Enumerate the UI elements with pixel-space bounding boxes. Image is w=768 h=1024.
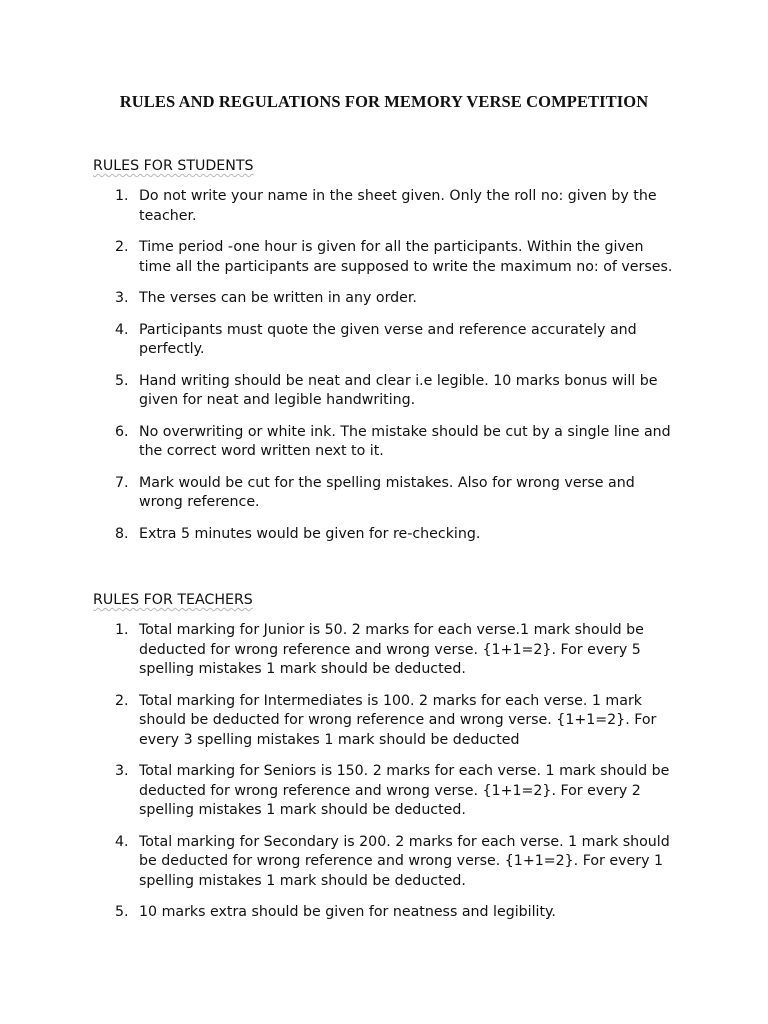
rule-number: 4.	[115, 321, 129, 338]
rule-text: Total marking for Junior is 50. 2 marks for each verse.1 mark should be deducted for wrong reference and wrong verse. {1+1=2}. For every 5 spelling mistakes 1 mark should be deducted.	[139, 622, 644, 677]
rule-text: Time period -one hour is given for all the participants. Within the given time all the participants are supposed to write the maximum no: of verses.	[139, 239, 673, 275]
students-section	[93, 158, 693, 556]
teachers-section	[93, 592, 693, 935]
rule-number: 1.	[115, 622, 129, 638]
student-rule-4	[93, 321, 679, 360]
rule-text: The verses can be written in any order.	[139, 290, 417, 306]
rule-text: 10 marks extra should be given for neatness and legibility.	[139, 904, 556, 920]
teacher-rule-1	[93, 621, 679, 680]
rule-text: No overwriting or white ink. The mistake should be cut by a single line and the correct word written next to it.	[139, 423, 671, 459]
rule-text: Hand writing should be neat and clear i.e legible. 10 marks bonus will be given for neat and legible handwriting.	[139, 372, 658, 408]
rule-number: 7.	[115, 474, 129, 491]
teachers-rule-list	[93, 621, 693, 923]
rule-number: 2.	[115, 692, 129, 709]
teacher-rule-3	[93, 762, 679, 821]
rule-number: 2.	[115, 239, 129, 255]
rule-text: Total marking for Secondary is 200. 2 marks for each verse. 1 mark should be deducted for wrong reference and wrong verse. {1+1=2}. For every 1 spelling mistakes 1 mark should be deducted.	[139, 833, 670, 889]
teacher-rule-4	[93, 833, 679, 892]
rule-number: 8.	[115, 525, 129, 542]
rule-text: Extra 5 minutes would be given for re-checking.	[139, 525, 481, 542]
teacher-rule-2	[93, 692, 679, 751]
student-rule-7	[93, 474, 679, 513]
rule-number: 3.	[115, 290, 129, 306]
students-rule-list	[93, 187, 693, 544]
student-rule-3	[93, 289, 679, 309]
teacher-rule-5	[93, 903, 679, 923]
rule-text: Participants must quote the given verse and reference accurately and perfectly.	[139, 321, 637, 357]
student-rule-8	[93, 525, 679, 545]
teachers-heading: RULES FOR TEACHERS	[93, 592, 253, 608]
rule-number: 5.	[115, 904, 129, 920]
rule-number: 5.	[115, 372, 129, 389]
student-rule-1	[93, 187, 679, 226]
rule-number: 6.	[115, 423, 129, 440]
student-rule-5	[93, 372, 679, 411]
student-rule-2	[93, 238, 679, 277]
students-heading: RULES FOR STUDENTS	[93, 158, 254, 174]
rule-text: Mark would be cut for the spelling mistakes. Also for wrong verse and wrong reference.	[139, 474, 635, 510]
rule-number: 3.	[115, 763, 129, 779]
rule-number: 1.	[115, 188, 129, 204]
rule-text: Total marking for Seniors is 150. 2 marks for each verse. 1 mark should be deducted for wrong reference and wrong verse. {1+1=2}. For every 2 spelling mistakes 1 mark should be deducted.	[139, 763, 670, 818]
rule-text: Do not write your name in the sheet given. Only the roll no: given by the teacher.	[139, 188, 657, 224]
rule-text: Total marking for Intermediates is 100. 2 marks for each verse. 1 mark should be deducted for wrong reference and wrong verse. {1+1=2}. For every 3 spelling mistakes 1 mark should be deducted	[139, 692, 657, 748]
rule-number: 4.	[115, 833, 129, 850]
student-rule-6	[93, 423, 679, 462]
document-title: RULES AND REGULATIONS FOR MEMORY VERSE COMPETITION	[119, 92, 649, 111]
